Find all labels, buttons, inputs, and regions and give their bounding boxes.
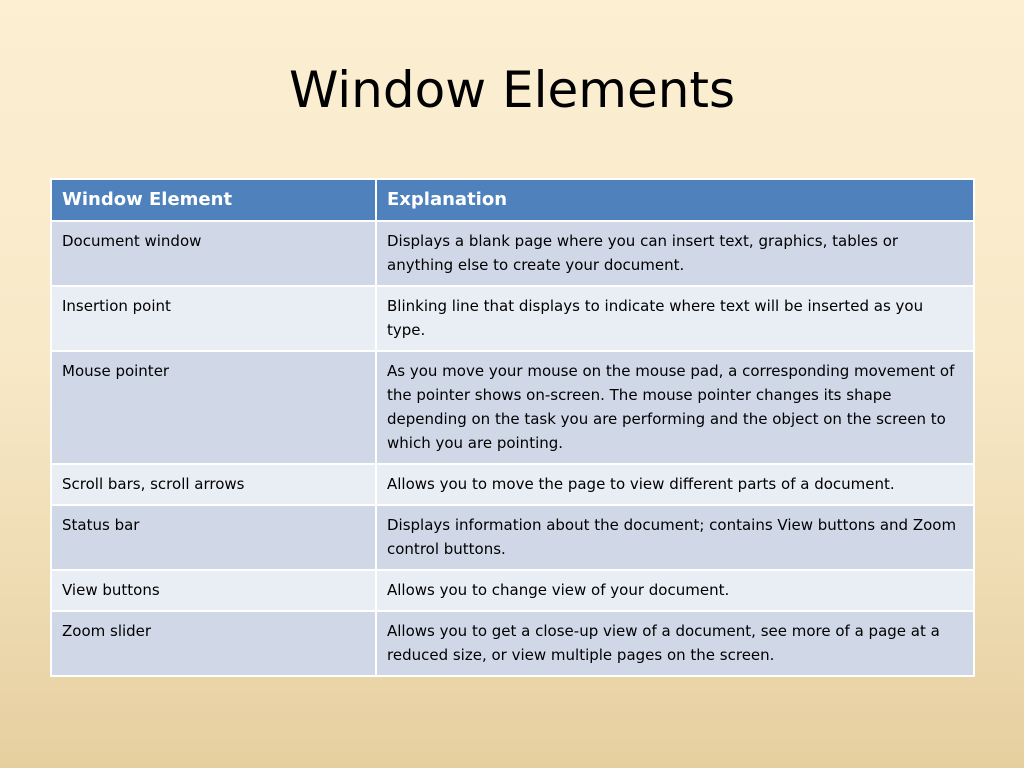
- element-cell: Insertion point: [51, 286, 376, 351]
- slide-title: Window Elements: [288, 61, 736, 119]
- column-header-window-element: Window Element: [51, 179, 376, 221]
- table-row: [51, 221, 974, 286]
- explanation-cell: Displays a blank page where you can insert text, graphics, tables or anything else to create your document.: [376, 221, 974, 286]
- table-row: [51, 570, 974, 611]
- table-row: [51, 351, 974, 464]
- explanation-cell: Blinking line that displays to indicate where text will be inserted as you type.: [376, 286, 974, 351]
- table-row: [51, 505, 974, 570]
- explanation-cell: As you move your mouse on the mouse pad, a corresponding movement of the pointer shows on-screen. The mouse pointer changes its shape depending on the task you are performing and the object on the screen to which you are pointing.: [376, 351, 974, 464]
- element-cell: Zoom slider: [51, 611, 376, 676]
- table-row: [51, 464, 974, 505]
- element-cell: Status bar: [51, 505, 376, 570]
- window-elements-table: [50, 178, 975, 677]
- table-row: [51, 286, 974, 351]
- element-cell: View buttons: [51, 570, 376, 611]
- window-elements-table-container: [50, 178, 973, 677]
- element-cell: Scroll bars, scroll arrows: [51, 464, 376, 505]
- table-row: [51, 611, 974, 676]
- column-header-explanation: Explanation: [376, 179, 974, 221]
- explanation-cell: Allows you to change view of your document.: [376, 570, 974, 611]
- explanation-cell: Displays information about the document; contains View buttons and Zoom control buttons.: [376, 505, 974, 570]
- element-cell: Document window: [51, 221, 376, 286]
- explanation-cell: Allows you to get a close-up view of a document, see more of a page at a reduced size, or view multiple pages on the screen.: [376, 611, 974, 676]
- table-header-row: [51, 179, 974, 221]
- explanation-cell: Allows you to move the page to view different parts of a document.: [376, 464, 974, 505]
- element-cell: Mouse pointer: [51, 351, 376, 464]
